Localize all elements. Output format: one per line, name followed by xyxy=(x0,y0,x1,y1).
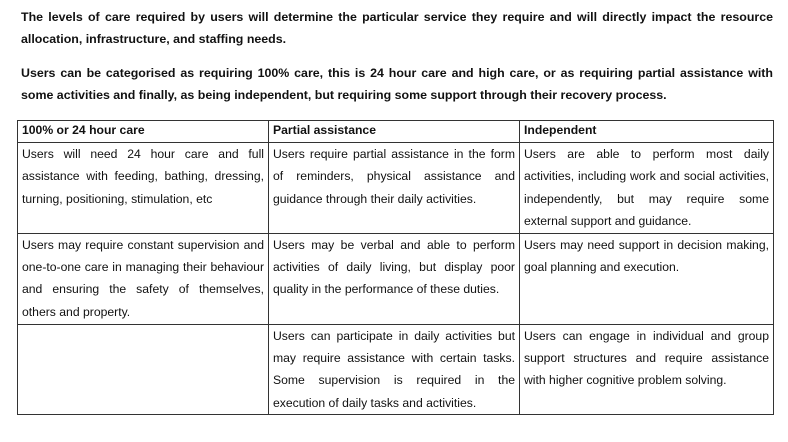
table-cell: Users are able to perform most daily activities, including work and social activities, independently, but may require some external support and guidance. xyxy=(520,143,774,234)
table-cell: Users may need support in decision making, goal planning and execution. xyxy=(520,233,774,324)
care-levels-table xyxy=(17,120,774,415)
table-cell: Users require partial assistance in the form of reminders, physical assistance and guidance through their daily activities. xyxy=(269,143,520,234)
table-cell xyxy=(18,324,269,415)
table-cell: Users can participate in daily activities but may require assistance with certain tasks. Some supervision is required in the execution of daily tasks and activities. xyxy=(269,324,520,415)
header-partial-assistance: Partial assistance xyxy=(269,121,520,143)
header-independent: Independent xyxy=(520,121,774,143)
table-row xyxy=(18,143,774,234)
table-cell: Users can engage in individual and group support structures and require assistance with higher cognitive problem solving. xyxy=(520,324,774,415)
header-full-care: 100% or 24 hour care xyxy=(18,121,269,143)
table-cell: Users will need 24 hour care and full assistance with feeding, bathing, dressing, turning, positioning, stimulation, etc xyxy=(18,143,269,234)
table-row xyxy=(18,233,774,324)
categories-paragraph: Users can be categorised as requiring 100% care, this is 24 hour care and high care, or as requiring partial assistance with some activities and finally, as being independent, but requiring some support through their recovery process. xyxy=(21,66,773,102)
table-header-row xyxy=(18,121,774,143)
intro-paragraph: The levels of care required by users will determine the particular service they require and will directly impact the resource allocation, infrastructure, and staffing needs. xyxy=(21,10,773,46)
table-cell: Users may require constant supervision and one-to-one care in managing their behaviour and ensuring the safety of themselves, others and property. xyxy=(18,233,269,324)
table-row xyxy=(18,324,774,415)
table-cell: Users may be verbal and able to perform activities of daily living, but display poor quality in the performance of these duties. xyxy=(269,233,520,324)
